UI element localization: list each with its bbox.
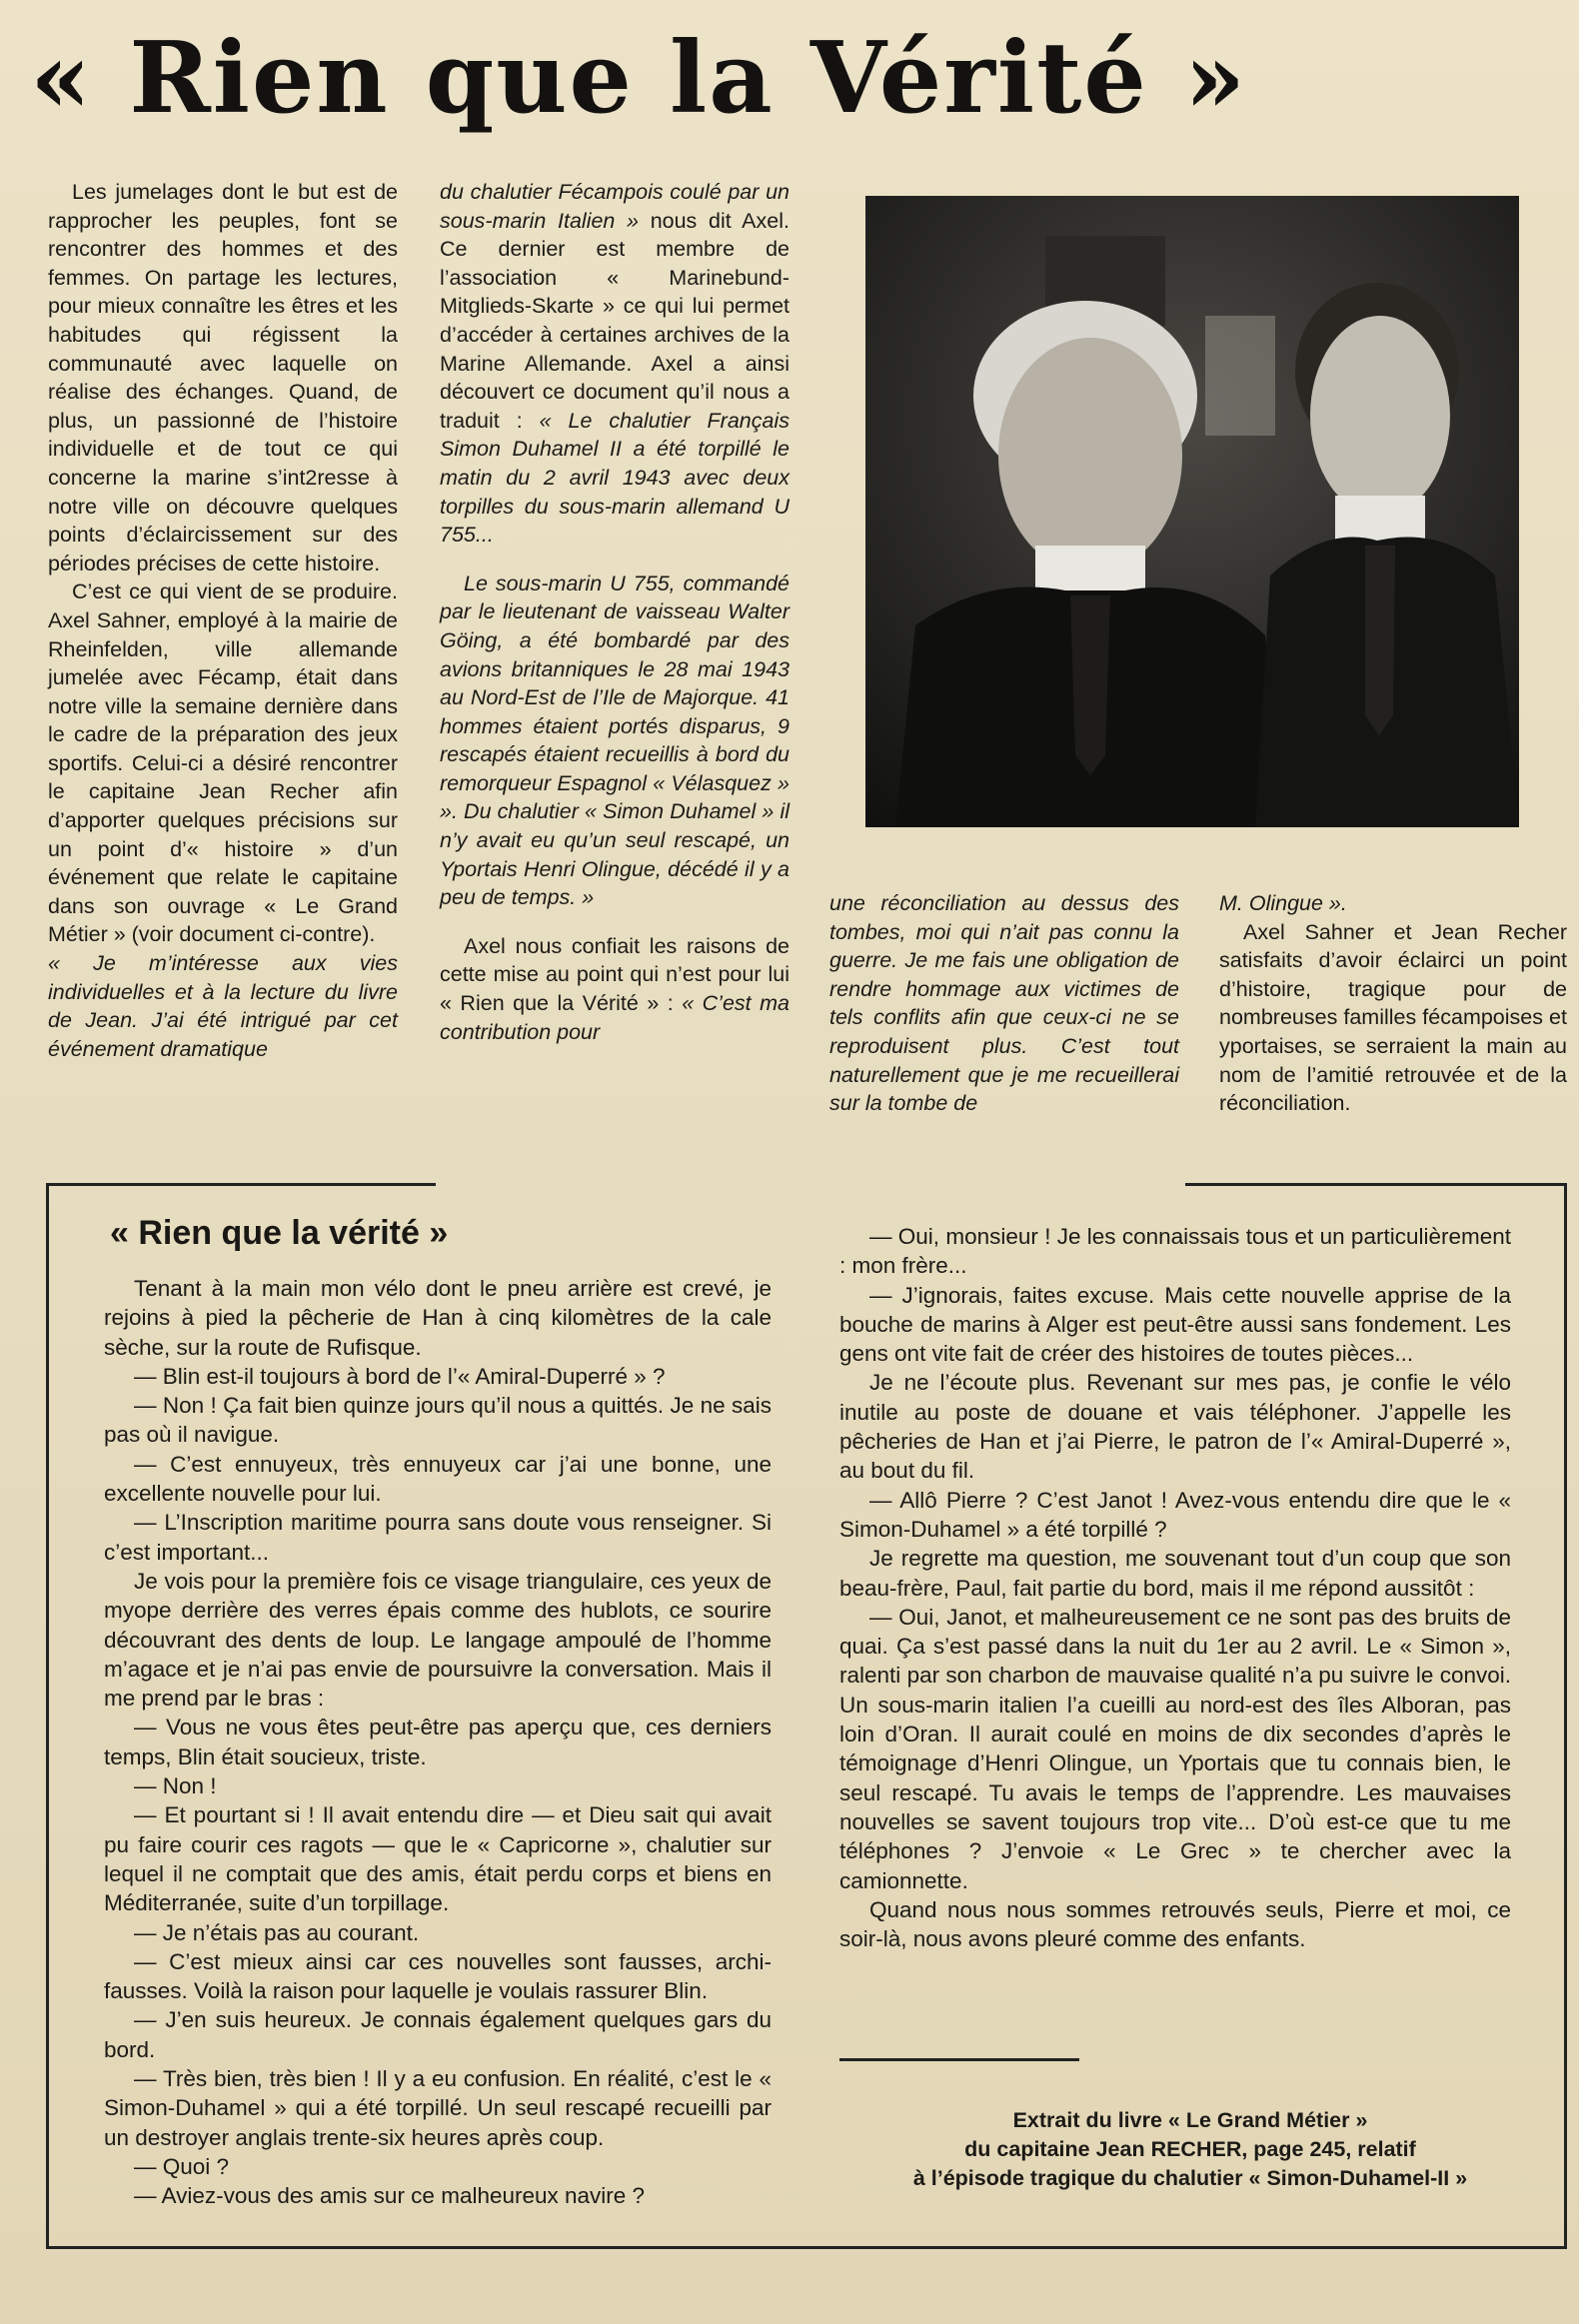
photo-two-men bbox=[865, 196, 1519, 827]
article-paragraph bbox=[440, 178, 790, 550]
photo-illustration bbox=[865, 196, 1519, 827]
article-paragraph: C’est ce qui vient de se produire. Axel Sahner, employé à la mairie de Rheinfelden, ville allemande jumelée avec Fécamp, était dans notre ville la semaine dernière dans le cadre de la préparation des jeux sportifs. Celui-ci a désiré rencontrer le capitaine Jean Recher afin d’apporter quelques précisions sur un point d’« histoire » d’un événement que relate le capitaine dans son ouvrage « Le Grand Métier » (voir document ci-contre). bbox=[48, 580, 398, 947]
excerpt-paragraph: — Et pourtant si ! Il avait entendu dire — et Dieu sait qui avait pu faire courir ces ragots — que le « Capricorne », chalutier sur lequel il ne comptait que des amis, était perdu corps et biens en Méditerranée, suite d’un torpillage. bbox=[104, 1802, 772, 1916]
excerpt-paragraph: — Non ! bbox=[134, 1773, 217, 1799]
article-quote: « C’est ma contribution pour bbox=[440, 991, 790, 1044]
excerpt-paragraph: — Oui, monsieur ! Je les connaissais tous et un particulièrement : mon frère... bbox=[839, 1224, 1511, 1279]
excerpt-title: « Rien que la vérité » bbox=[110, 1214, 449, 1252]
caption-line: du capitaine Jean RECHER, page 245, relatif bbox=[964, 2137, 1416, 2161]
box-rule bbox=[46, 1183, 436, 1186]
article-column-3 bbox=[829, 889, 1179, 1118]
excerpt-caption bbox=[845, 2106, 1535, 2193]
caption-line: Extrait du livre « Le Grand Métier » bbox=[1012, 2108, 1368, 2132]
excerpt-column-left bbox=[104, 1274, 772, 2211]
article-column-2 bbox=[440, 178, 790, 1046]
article-paragraph bbox=[440, 932, 790, 1046]
excerpt-paragraph: Je ne l’écoute plus. Revenant sur mes pas, je confie le vélo inutile au poste de douane et vais téléphoner. J’appelle les pêcheries de Han et j’ai Pierre, le patron de l’« Amiral-Duperré », au bout du fil. bbox=[839, 1370, 1511, 1484]
article-quote: M. Olingue ». bbox=[1219, 891, 1347, 915]
excerpt-paragraph: — C’est mieux ainsi car ces nouvelles sont fausses, archi-fausses. Voilà la raison pour laquelle je voulais rassurer Blin. bbox=[104, 1948, 772, 2004]
article-paragraph: Les jumelages dont le but est de rapprocher les peuples, font se rencontrer des hommes et des femmes. On partage les lectures, pour mieux connaître les êtres et les habitudes qui régissent la communauté avec laquelle on réalise des échanges. Quand, de plus, un passionné de l’histoire individuelle et de tout ce qui concerne la marine s’int2resse à notre ville on découvre quelques points d’éclaircissement sur des périodes précises de cette histoire. bbox=[48, 180, 398, 576]
article-paragraph: Axel Sahner et Jean Recher satisfaits d’avoir éclairci un point d’histoire, tragique pour de nombreuses familles fécampoises et yportaises, se serraient la main au nom de l’amitié retrouvée et de la réconciliation. bbox=[1219, 919, 1567, 1116]
article-quote: Le sous-marin U 755, commandé par le lieutenant de vaisseau Walter Göing, a été bombardé par des avions britanniques le 28 mai 1943 au Nord-Est de l’Ile de Majorque. 41 hommes étaient portés disparus, 9 rescapés étaient recueillis à bord du remorqueur Espagnol « Vélasquez » ». Du chalutier « Simon Duhamel » il n’y avait eu qu’un seul rescapé, un Yportais Henri Olingue, décédé il y a peu de temps. » bbox=[440, 571, 790, 910]
excerpt-paragraph: — L’Inscription maritime pourra sans doute vous renseigner. Si c’est important... bbox=[104, 1510, 772, 1565]
excerpt-paragraph: — J’ignorais, faites excuse. Mais cette nouvelle apprise de la bouche de marins à Alger est peut-être aussi sans fondement. Les gens ont vite fait de créer des histoires de toutes pièces... bbox=[839, 1282, 1511, 1367]
excerpt-column-right bbox=[839, 1222, 1511, 1953]
article-text: nous dit Axel. Ce dernier est membre de l’association « Marinebund-Mitglieds-Skarte » ce qui lui permet d’accéder à certaines archives de la Marine Allemande. Axel a ainsi découvert ce document qu’il nous a traduit : bbox=[440, 208, 790, 433]
excerpt-paragraph: Je regrette ma question, me souvenant tout d’un coup que son beau-frère, Paul, fait partie du bord, mais il me répond aussitôt : bbox=[839, 1546, 1511, 1601]
excerpt-paragraph: — Je n’étais pas au courant. bbox=[134, 1919, 420, 1945]
caption-rule bbox=[839, 2058, 1079, 2061]
article-text: Axel nous confiait les raisons de cette mise au point qui n’est pour lui « Rien que la Vérité » : bbox=[440, 933, 790, 1016]
article-column-4 bbox=[1219, 889, 1567, 1118]
excerpt-paragraph: — Quoi ? bbox=[134, 2153, 230, 2179]
excerpt-paragraph: — C’est ennuyeux, très ennuyeux car j’ai une bonne, une excellente nouvelle pour lui. bbox=[104, 1451, 772, 1507]
excerpt-paragraph: — Allô Pierre ? C’est Janot ! Avez-vous entendu dire que le « Simon-Duhamel » a été torpillé ? bbox=[839, 1487, 1511, 1542]
headline: « Rien que la Vérité » bbox=[30, 21, 1248, 136]
box-rule bbox=[1185, 1183, 1564, 1186]
article-quote: une réconciliation au dessus des tombes, moi qui n’ait pas connu la guerre. Je me fais une obligation de rendre hommage aux victimes de tels conflits afin que ceux-ci ne se reproduisent plus. C’est tout naturellement que je me recueillerai sur la tombe de bbox=[829, 891, 1179, 1116]
caption-line: à l’épisode tragique du chalutier « Simon-Duhamel-II » bbox=[912, 2166, 1468, 2190]
article-quote: « Le chalutier Français Simon Duhamel II a été torpillé le matin du 2 avril 1943 avec deux torpilles du sous-marin allemand U 755... bbox=[440, 408, 790, 548]
excerpt-paragraph: Tenant à la main mon vélo dont le pneu arrière est crevé, je rejoins à pied la pêcherie de Han à cinq kilomètres de la cale sèche, sur la route de Rufisque. bbox=[104, 1276, 772, 1360]
excerpt-paragraph: — Vous ne vous êtes peut-être pas aperçu que, ces derniers temps, Blin était soucieux, triste. bbox=[104, 1715, 772, 1769]
article-quote: « Je m’intéresse aux vies individuelles et à la lecture du livre de Jean. J’ai été intrigué par cet événement dramatique bbox=[48, 951, 398, 1061]
article-column-1 bbox=[48, 178, 398, 1063]
excerpt-paragraph: Je vois pour la première fois ce visage triangulaire, ces yeux de myope derrière des verres épais comme des hublots, ce sourire découvrant des dents de loup. Le langage ampoulé de l’homme m’agace et je n’ai pas envie de poursuivre la conversation. Mais il me prend par le bras : bbox=[104, 1568, 772, 1712]
excerpt-paragraph: — Non ! Ça fait bien quinze jours qu’il nous a quittés. Je ne sais pas où il navigue. bbox=[104, 1393, 772, 1448]
excerpt-paragraph: — Blin est-il toujours à bord de l’« Amiral-Duperré » ? bbox=[134, 1363, 666, 1389]
excerpt-paragraph: — J’en suis heureux. Je connais également quelques gars du bord. bbox=[104, 2007, 772, 2062]
excerpt-paragraph: Quand nous nous sommes retrouvés seuls, Pierre et moi, ce soir-là, nous avons pleuré comme des enfants. bbox=[839, 1896, 1511, 1952]
excerpt-paragraph: — Oui, Janot, et malheureusement ce ne sont pas des bruits de quai. Ça s’est passé dans la nuit du 1er au 2 avril. Le « Simon », ralenti par son charbon de mauvaise qualité n’a pu suivre le convoi. Un sous-marin italien l’a cueilli au nord-est des îles Alboran, pas loin d’Oran. Il aurait coulé en moins de dix secondes d’après le témoignage d’Henri Olingue, un Yportais que tu connais bien, le seul rescapé. Tu avais le temps de l’apprendre. Les mauvaises nouvelles se savent toujours trop vite... D’où est-ce que tu me téléphones ? J’envoie « Le Grec » te chercher avec la camionnette. bbox=[839, 1604, 1511, 1893]
excerpt-paragraph: — Aviez-vous des amis sur ce malheureux navire ? bbox=[134, 2183, 646, 2209]
excerpt-paragraph: — Très bien, très bien ! Il y a eu confusion. En réalité, c’est le « Simon-Duhamel » qui a été torpillé. Un seul rescapé recueilli par un destroyer anglais trente-six heures après coup. bbox=[104, 2066, 772, 2150]
article-quote: du chalutier Fécampois coulé par un sous-marin Italien » bbox=[440, 180, 790, 233]
